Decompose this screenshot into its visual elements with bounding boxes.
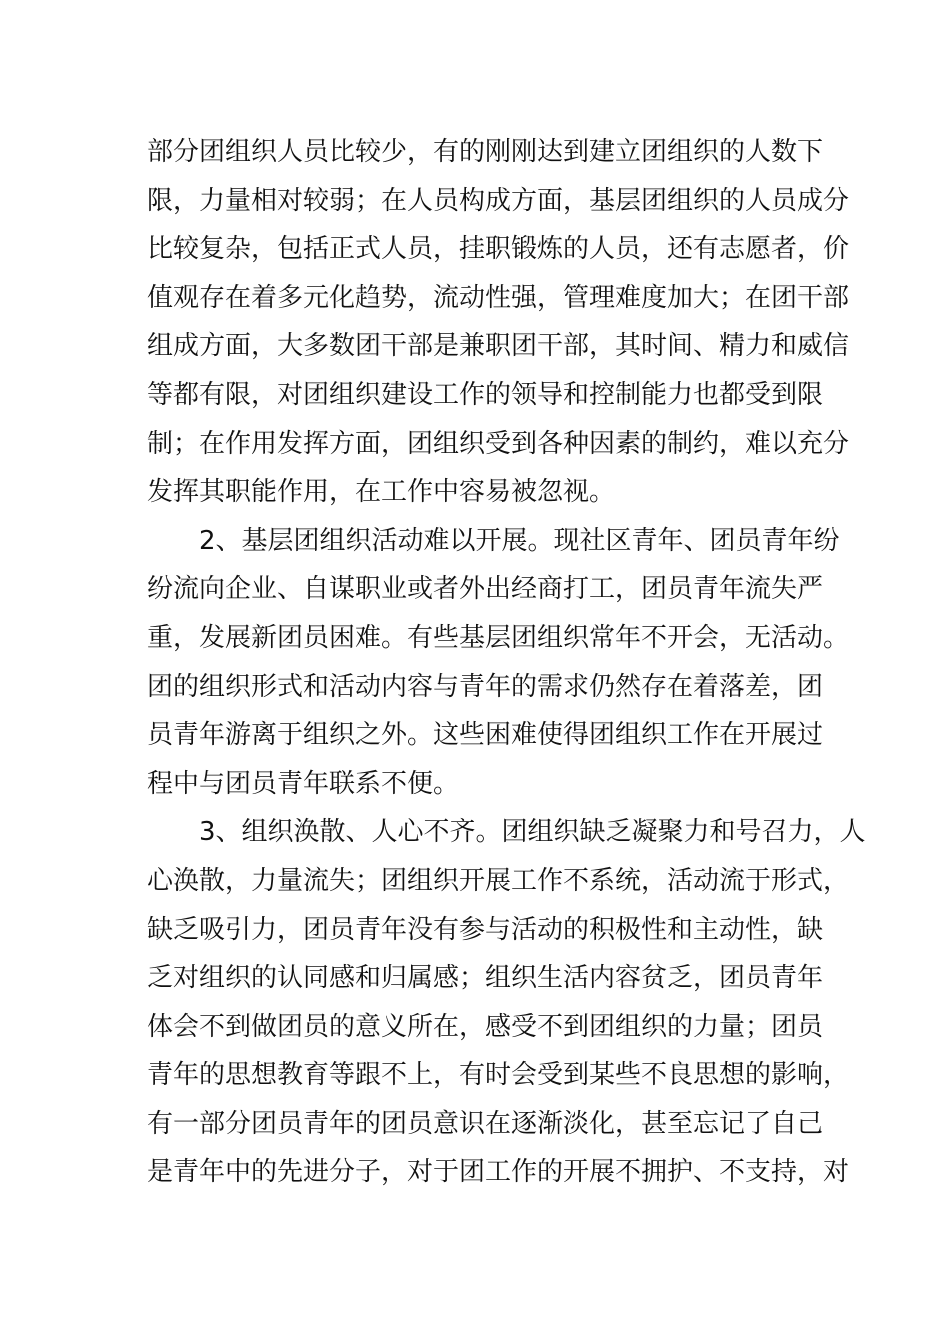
text-line: 青年的思想教育等跟不上，有时会受到某些不良思想的影响， bbox=[147, 1060, 850, 1091]
paragraph-heading: 2、基层团组织活动难以开展。 bbox=[199, 525, 554, 556]
text-line: 值观存在着多元化趋势，流动性强，管理难度加大；在团干部 bbox=[147, 282, 850, 313]
paragraph-text: 团组织缺乏凝聚力和号召力，人 bbox=[501, 817, 866, 848]
text-line: 组成方面，大多数团干部是兼职团干部，其时间、精力和威信 bbox=[147, 331, 850, 362]
document-body bbox=[147, 128, 866, 1197]
text-line: 体会不到做团员的意义所在，感受不到团组织的力量；团员 bbox=[147, 1011, 824, 1042]
text-line: 纷流向企业、自谋职业或者外出经商打工，团员青年流失严 bbox=[147, 574, 824, 605]
text-line: 团的组织形式和活动内容与青年的需求仍然存在着落差，团 bbox=[147, 671, 824, 702]
text-line: 限，力量相对较弱；在人员构成方面，基层团组织的人员成分 bbox=[147, 185, 850, 216]
text-line: 比较复杂，包括正式人员，挂职锻炼的人员，还有志愿者，价 bbox=[147, 234, 850, 265]
text-line: 员青年游离于组织之外。这些困难使得团组织工作在开展过 bbox=[147, 720, 824, 751]
text-line: 乏对组织的认同感和归属感；组织生活内容贫乏，团员青年 bbox=[147, 963, 824, 994]
text-line: 是青年中的先进分子，对于团工作的开展不拥护、不支持，对 bbox=[147, 1157, 850, 1188]
text-line: 部分团组织人员比较少，有的刚刚达到建立团组织的人数下 bbox=[147, 137, 824, 167]
paragraph-first-line bbox=[147, 808, 866, 857]
paragraph-first-line bbox=[147, 517, 840, 566]
text-line: 重，发展新团员困难。有些基层团组织常年不开会，无活动。 bbox=[147, 622, 850, 653]
text-line: 心涣散，力量流失；团组织开展工作不系统，活动流于形式， bbox=[147, 865, 850, 896]
paragraph-heading: 3、组织涣散、人心不齐。 bbox=[199, 817, 502, 848]
text-line: 等都有限，对团组织建设工作的领导和控制能力也都受到限 bbox=[147, 379, 824, 410]
text-line: 发挥其职能作用，在工作中容易被忽视。 bbox=[147, 477, 616, 508]
text-line: 程中与团员青年联系不便。 bbox=[147, 768, 460, 799]
text-line: 制；在作用发挥方面，团组织受到各种因素的制约，难以充分 bbox=[147, 428, 850, 459]
paragraph-text: 现社区青年、团员青年纷 bbox=[553, 525, 840, 556]
text-line: 有一部分团员青年的团员意识在逐渐淡化，甚至忘记了自己 bbox=[147, 1108, 824, 1139]
text-line: 缺乏吸引力，团员青年没有参与活动的积极性和主动性，缺 bbox=[147, 914, 824, 945]
